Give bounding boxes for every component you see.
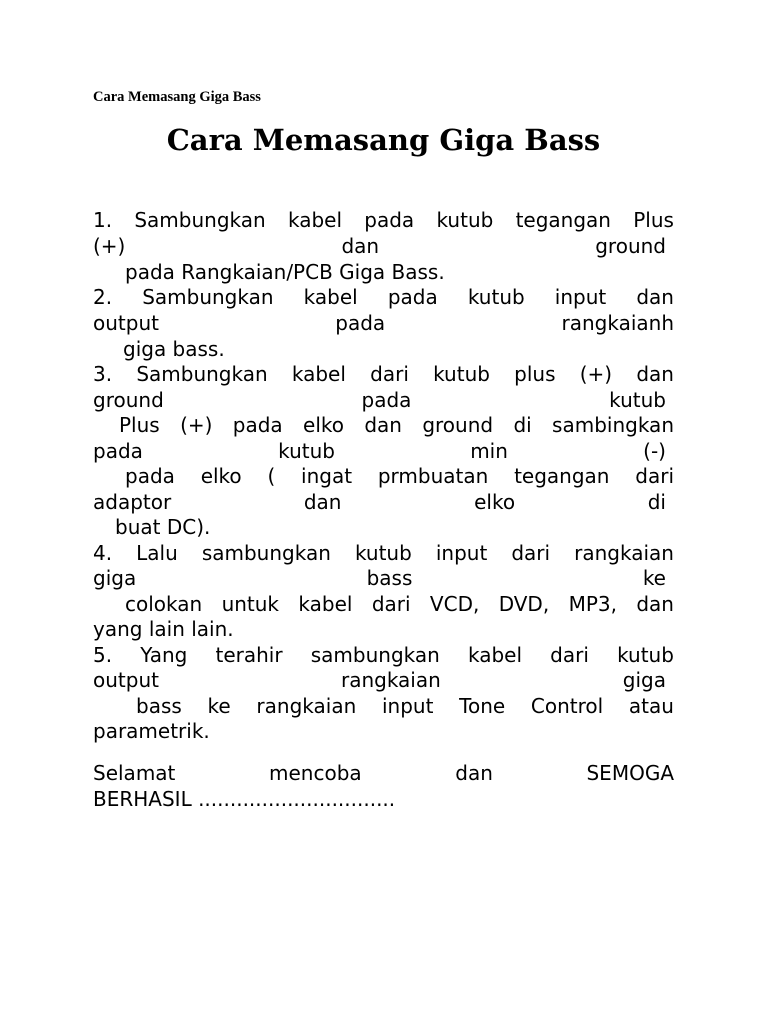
word: DVD, <box>498 592 550 616</box>
step-3-line-3 <box>119 412 674 438</box>
word: pada <box>335 311 386 335</box>
word: kabel <box>298 592 353 616</box>
word: ground <box>595 234 666 258</box>
word: 4. <box>93 541 113 565</box>
word: ke <box>207 694 231 718</box>
word: dari <box>550 643 589 667</box>
word: output <box>93 311 159 335</box>
word: Sambungkan <box>136 362 268 386</box>
word: Plus <box>633 208 674 232</box>
word: Tone <box>459 694 506 718</box>
word: dari <box>511 541 551 565</box>
word: pada <box>361 388 412 412</box>
word: (+) <box>579 362 613 386</box>
word: Plus <box>119 413 160 437</box>
closing-line-1 <box>93 760 674 786</box>
word: pada <box>387 285 438 309</box>
step-4-line-3 <box>125 591 674 617</box>
word: output <box>93 668 159 692</box>
word: atau <box>628 694 674 718</box>
word: tegangan <box>515 208 611 232</box>
word: kabel <box>467 643 523 667</box>
step-3-line-7: buat DC). <box>115 515 211 539</box>
word: kabel <box>303 285 358 309</box>
step-3-line-5 <box>125 463 674 489</box>
word: dan <box>636 285 674 309</box>
word: Lalu <box>136 541 178 565</box>
word: input <box>435 541 488 565</box>
word: elko <box>303 413 344 437</box>
word: kutub <box>617 643 674 667</box>
word: Selamat <box>93 761 176 785</box>
word: terahir <box>215 643 283 667</box>
step-2-line-1 <box>93 284 674 310</box>
step-5-line-2 <box>93 667 666 693</box>
word: kutub <box>278 439 335 463</box>
word: prmbuatan <box>377 464 489 488</box>
word: dan <box>341 234 380 258</box>
word: min <box>470 439 508 463</box>
word: pada <box>125 464 175 488</box>
step-3-line-4 <box>93 438 666 464</box>
word: sambingkan <box>552 413 674 437</box>
word: (-) <box>643 439 666 463</box>
word: dan <box>364 413 402 437</box>
word: VCD, <box>429 592 480 616</box>
word: rangkaian <box>340 668 441 692</box>
word: dari <box>635 464 674 488</box>
word: 5. <box>93 643 113 667</box>
word: di <box>647 490 666 514</box>
word: kutub <box>433 362 490 386</box>
word: (+) <box>93 234 126 258</box>
step-3-line-1 <box>93 361 674 387</box>
steps-body <box>93 207 674 743</box>
step-1-line-1 <box>93 207 674 233</box>
step-5-line-3 <box>136 693 674 719</box>
word: bass <box>136 694 182 718</box>
word: kabel <box>291 362 346 386</box>
word: (+) <box>180 413 213 437</box>
word: 1. <box>93 208 113 232</box>
word: kutub <box>467 285 525 309</box>
word: input <box>381 694 434 718</box>
step-3-line-6 <box>93 489 666 515</box>
word: Sambungkan <box>134 208 266 232</box>
step-1-line-2 <box>93 233 666 259</box>
word: input <box>554 285 607 309</box>
word: ( <box>267 464 276 488</box>
step-4-line-2 <box>93 565 666 591</box>
word: kabel <box>287 208 343 232</box>
step-5-line-4: parametrik. <box>93 719 210 743</box>
closing-line-2: BERHASIL ............................... <box>93 787 396 811</box>
word: rangkaianh <box>561 311 674 335</box>
word: Yang <box>140 643 188 667</box>
step-4-line-4: yang lain lain. <box>93 617 234 641</box>
step-2-line-2 <box>93 310 674 336</box>
word: MP3, <box>568 592 617 616</box>
word: dan <box>636 362 674 386</box>
word: pada <box>364 208 415 232</box>
word: colokan <box>125 592 203 616</box>
word: tegangan <box>514 464 610 488</box>
document-title: Cara Memasang Giga Bass <box>166 123 601 157</box>
word: untuk <box>221 592 280 616</box>
word: elko <box>474 490 516 514</box>
step-4-line-1 <box>93 540 674 566</box>
word: Control <box>530 694 604 718</box>
word: 3. <box>93 362 113 386</box>
word: pada <box>93 439 143 463</box>
closing-text <box>93 760 674 812</box>
word: ground <box>93 388 164 412</box>
word: ground <box>422 413 494 437</box>
word: sambungkan <box>310 643 440 667</box>
word: dan <box>455 761 493 785</box>
word: sambungkan <box>201 541 331 565</box>
word: kutub <box>436 208 494 232</box>
word: kutub <box>354 541 412 565</box>
word: 2. <box>93 285 113 309</box>
word: ingat <box>301 464 353 488</box>
step-1-line-3: pada Rangkaian/PCB Giga Bass. <box>125 260 445 284</box>
word: bass <box>366 566 413 590</box>
word: dan <box>636 592 674 616</box>
page-header: Cara Memasang Giga Bass <box>93 89 261 105</box>
word: rangkaian <box>256 694 357 718</box>
word: mencoba <box>269 761 362 785</box>
word: plus <box>514 362 556 386</box>
word: dari <box>371 592 411 616</box>
step-5-line-1 <box>93 642 674 668</box>
step-2-line-3: giga bass. <box>123 337 225 361</box>
word: giga <box>622 668 666 692</box>
step-3-line-2 <box>93 387 666 413</box>
word: giga <box>93 566 137 590</box>
word: SEMOGA <box>586 761 674 785</box>
word: kutub <box>609 388 666 412</box>
word: pada <box>232 413 283 437</box>
word: di <box>513 413 532 437</box>
word: rangkaian <box>574 541 674 565</box>
word: Sambungkan <box>142 285 274 309</box>
word: ke <box>642 566 666 590</box>
word: elko <box>200 464 242 488</box>
word: dan <box>303 490 342 514</box>
word: adaptor <box>93 490 172 514</box>
word: dari <box>370 362 409 386</box>
